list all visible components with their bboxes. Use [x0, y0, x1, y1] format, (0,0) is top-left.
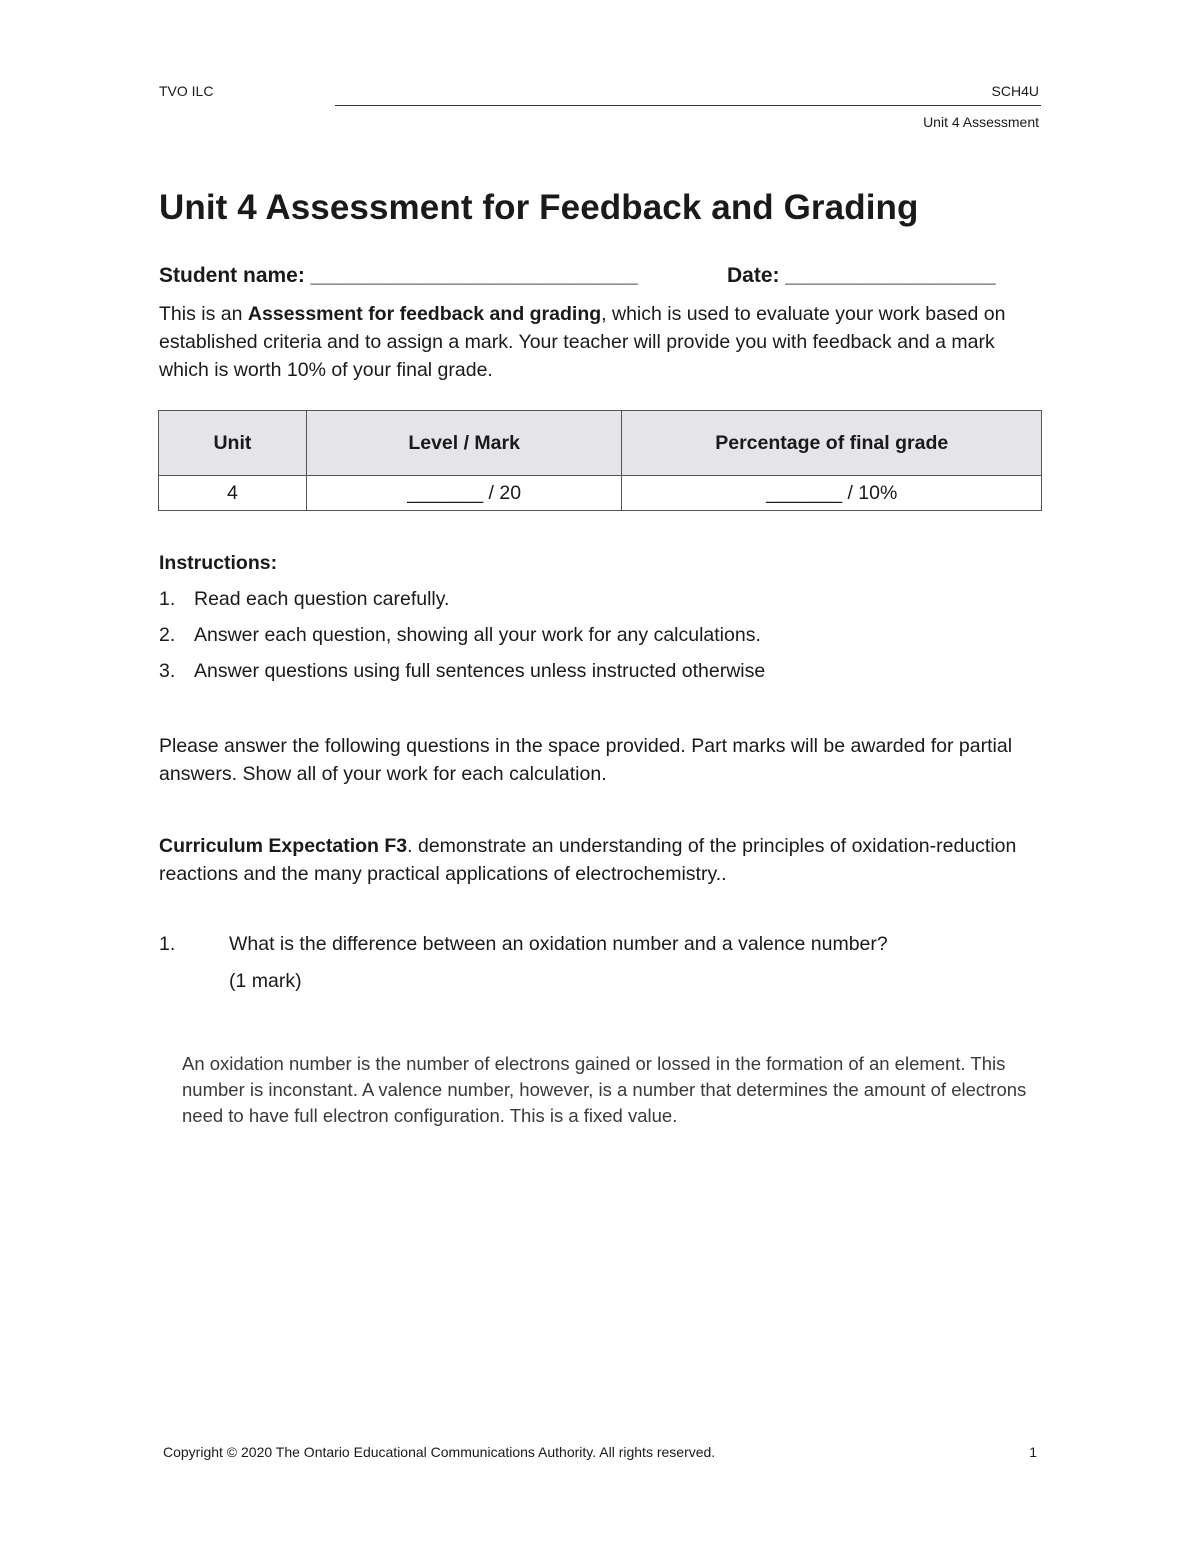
- answer-text: An oxidation number is the number of electrons gained or lossed in the formation of an element. This number is inconstant. A valence number, however, is a number that determines the amount of electrons need to have full electron configuration. This is a fixed value.: [182, 1053, 1027, 1126]
- list-item-text: Answer questions using full sentences unless instructed otherwise: [194, 660, 766, 682]
- list-item-number: 2.: [159, 624, 176, 646]
- grade-cell-unit: 4: [159, 476, 307, 511]
- list-item-number: 1.: [159, 588, 176, 610]
- please-answer-paragraph: Please answer the following questions in the space provided. Part marks will be awarded for partial answers. Show all of your work for each calculation.: [159, 735, 1013, 785]
- grade-header-percentage: Percentage of final grade: [622, 411, 1042, 476]
- page-title: Unit 4 Assessment for Feedback and Grading: [159, 188, 919, 227]
- list-item: [159, 624, 765, 660]
- grade-cell-percentage: _______ / 10%: [622, 476, 1042, 511]
- question-marks: (1 mark): [229, 970, 302, 992]
- date-line: Date: __________________: [727, 264, 996, 287]
- student-name-line: Student name: ____________________________: [159, 264, 638, 287]
- grade-cell-level: _______ / 20: [306, 476, 622, 511]
- grade-table: [158, 410, 1042, 511]
- intro-bold: Assessment for feedback and grading: [247, 303, 602, 325]
- list-item-text: Read each question carefully.: [194, 588, 450, 610]
- instructions-title: Instructions:: [159, 552, 278, 574]
- question-text: What is the difference between an oxidation number and a valence number?: [229, 933, 888, 955]
- question-number: 1.: [159, 933, 176, 955]
- curriculum-label: Curriculum Expectation F3: [159, 835, 408, 857]
- list-item: [159, 588, 765, 624]
- footer-copyright: Copyright © 2020 The Ontario Educational Communications Authority. All rights reserved.: [163, 1444, 716, 1460]
- header-course: SCH4U: [991, 83, 1039, 99]
- header-org: TVO ILC: [159, 83, 214, 99]
- grade-header-level: Level / Mark: [306, 411, 622, 476]
- intro-suffix: , which is used to evaluate your work based on established criteria and to assign a mark. Your teacher will provide you with feedback and a mark which is worth 10% of your final grade.: [159, 303, 1006, 381]
- table-row: [159, 476, 1042, 511]
- curriculum-expectation: [159, 832, 1049, 888]
- grade-header-unit: Unit: [159, 411, 307, 476]
- grade-table-header-row: [159, 411, 1042, 476]
- header-rule: [335, 105, 1041, 106]
- instructions-list: [159, 588, 765, 696]
- list-item-number: 3.: [159, 660, 176, 682]
- intro-prefix: This is an: [159, 303, 248, 325]
- header-section: Unit 4 Assessment: [923, 114, 1039, 130]
- intro-paragraph: [159, 300, 1049, 384]
- list-item: [159, 660, 765, 696]
- footer-page-number: 1: [1029, 1444, 1037, 1460]
- list-item-text: Answer each question, showing all your work for any calculations.: [194, 624, 761, 646]
- curriculum-text: . demonstrate an understanding of the principles of oxidation-reduction reactions and the many practical applications of electrochemistry..: [159, 835, 1017, 885]
